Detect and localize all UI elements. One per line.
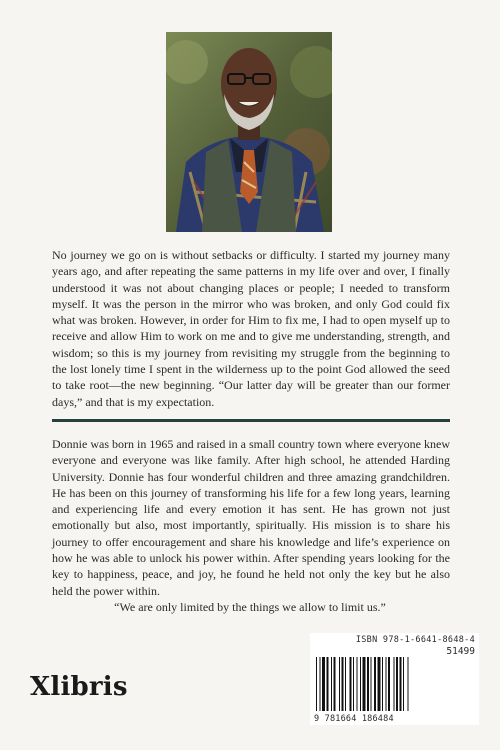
barcode-bar <box>331 657 332 711</box>
barcode-bar <box>396 657 398 711</box>
barcode-bar <box>334 657 336 711</box>
barcode-bar <box>350 657 352 711</box>
barcode-bar <box>388 657 390 711</box>
barcode-bar <box>367 657 369 711</box>
barcode-bar <box>403 657 404 711</box>
barcode-bars <box>314 657 475 713</box>
journey-paragraph: No journey we go on is without setbacks or difficulty. I started my journey many years ago, and after repeating the same patterns in my life over and over, I finally understood it was not about changing places or people; I needed to transform myself. It was the person in the mirror who was broken, and only God could fix what was broken. However, in order for Him to fix me, I had to open myself up to receive and allow Him to work on me and to give me understanding, strength, and wisdom; so this is my journey from revisiting my struggle from the beginning to the lost lonely time I spent in the wilderness up to the point God allowed the seed to take root—the new beginning. “Our latter day will be greater than our former days,” and that is my expectation. <box>52 248 450 409</box>
barcode-bar <box>316 657 317 711</box>
barcode-bar <box>394 657 395 711</box>
barcode-bar <box>400 657 402 711</box>
barcode-bar <box>320 657 321 711</box>
author-photo <box>166 32 332 232</box>
barcode-bar <box>374 657 376 711</box>
barcode-bar <box>408 657 409 711</box>
price-code: 51499 <box>446 646 475 657</box>
publisher-logo: Xlibris <box>30 672 128 702</box>
barcode-bar <box>386 657 387 711</box>
closing-quote: “We are only limited by the things we allow to limit us.” <box>114 600 386 614</box>
ean-number: 9 781664 186484 <box>314 714 394 724</box>
barcode-bar <box>322 657 325 711</box>
barcode-bar <box>371 657 372 711</box>
barcode-bar <box>357 657 358 711</box>
barcode-bar <box>360 657 361 711</box>
isbn-label: ISBN 978-1-6641-8648-4 <box>355 635 475 645</box>
barcode-bar <box>342 657 344 711</box>
barcode-bar <box>339 657 340 711</box>
section-divider <box>52 419 450 422</box>
barcode-bar <box>382 657 383 711</box>
author-bio-paragraph: Donnie was born in 1965 and raised in a small country town where everyone knew everyone and everyone was like family. After high school, he attended Harding University. Donnie has four wonderful children and three amazing grandchildren. He has been on this journey of transforming his life for a few long years, learning and experiencing life and every emotion it has sent. He has grown not just emotionally but also, most importantly, spiritually. His mission is to share his journey to offer encouragement and share his knowledge and life’s experience on how he was able to unlock his power within. After spending years looking for the key to happiness, peace, and joy, he found he held not only the key but he also held the power within. <box>52 437 450 598</box>
barcode-bar <box>378 657 381 711</box>
barcode-bar <box>327 657 329 711</box>
isbn-barcode <box>310 633 479 725</box>
barcode-bar <box>345 657 346 711</box>
barcode-bar <box>363 657 366 711</box>
barcode-bar <box>353 657 354 711</box>
